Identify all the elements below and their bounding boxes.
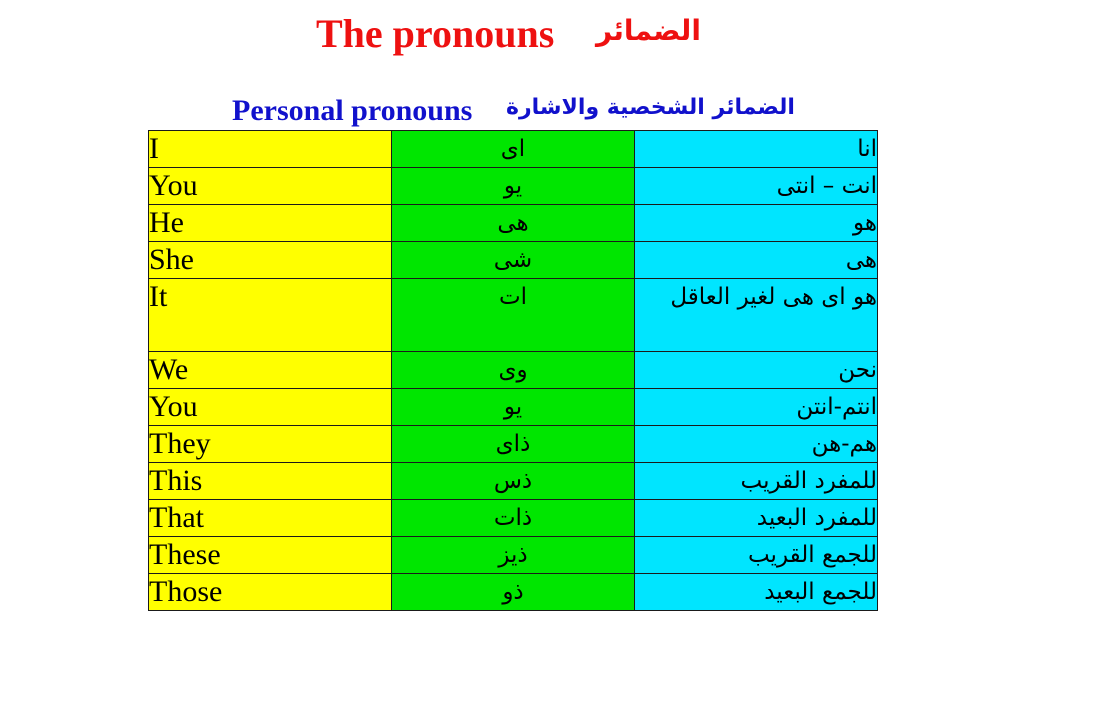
english-pronoun-cell: Those [149,574,392,611]
transliteration-cell: ذس [392,463,635,500]
english-pronoun-cell: She [149,242,392,279]
title-english: The pronouns [316,11,555,56]
english-pronoun-cell: These [149,537,392,574]
transliteration-cell: اى [392,131,635,168]
transliteration-cell: ات [392,279,635,352]
english-pronoun-cell: They [149,426,392,463]
transliteration-cell: هى [392,205,635,242]
table-row [149,242,878,279]
arabic-meaning-cell: للجمع البعيد [635,574,878,611]
table-row [149,500,878,537]
arabic-meaning-cell: انت – انتى [635,168,878,205]
english-pronoun-cell: He [149,205,392,242]
arabic-meaning-cell: نحن [635,352,878,389]
section-heading-arabic: الضمائر الشخصية والاشارة [506,95,795,120]
table-row [149,463,878,500]
table-row [149,205,878,242]
transliteration-cell: يو [392,389,635,426]
transliteration-cell: ذات [392,500,635,537]
table-row [149,389,878,426]
arabic-meaning-cell: انا [635,131,878,168]
english-pronoun-cell: It [149,279,392,352]
english-pronoun-cell: You [149,168,392,205]
table-row [149,537,878,574]
table-row [149,168,878,205]
title-arabic: الضمائر [596,14,701,47]
transliteration-cell: وى [392,352,635,389]
table-row [149,131,878,168]
table-row [149,279,878,352]
arabic-meaning-cell: انتم-انتن [635,389,878,426]
english-pronoun-cell: That [149,500,392,537]
transliteration-cell: ذيز [392,537,635,574]
arabic-meaning-cell: هى [635,242,878,279]
english-pronoun-cell: You [149,389,392,426]
section-heading-english: Personal pronouns [232,94,473,127]
english-pronoun-cell: We [149,352,392,389]
table-row [149,352,878,389]
transliteration-cell: ذاى [392,426,635,463]
arabic-meaning-cell: هو [635,205,878,242]
english-pronoun-cell: I [149,131,392,168]
arabic-meaning-cell: للمفرد القريب [635,463,878,500]
pronouns-table [148,130,878,611]
arabic-meaning-cell: هم-هن [635,426,878,463]
transliteration-cell: ذو [392,574,635,611]
transliteration-cell: يو [392,168,635,205]
transliteration-cell: شى [392,242,635,279]
arabic-meaning-cell: هو اى هى لغير العاقل [635,279,878,352]
page-title [0,8,1104,64]
arabic-meaning-cell: للمفرد البعيد [635,500,878,537]
english-pronoun-cell: This [149,463,392,500]
table-row [149,574,878,611]
arabic-meaning-cell: للجمع القريب [635,537,878,574]
section-heading [0,92,1104,132]
table-row [149,426,878,463]
